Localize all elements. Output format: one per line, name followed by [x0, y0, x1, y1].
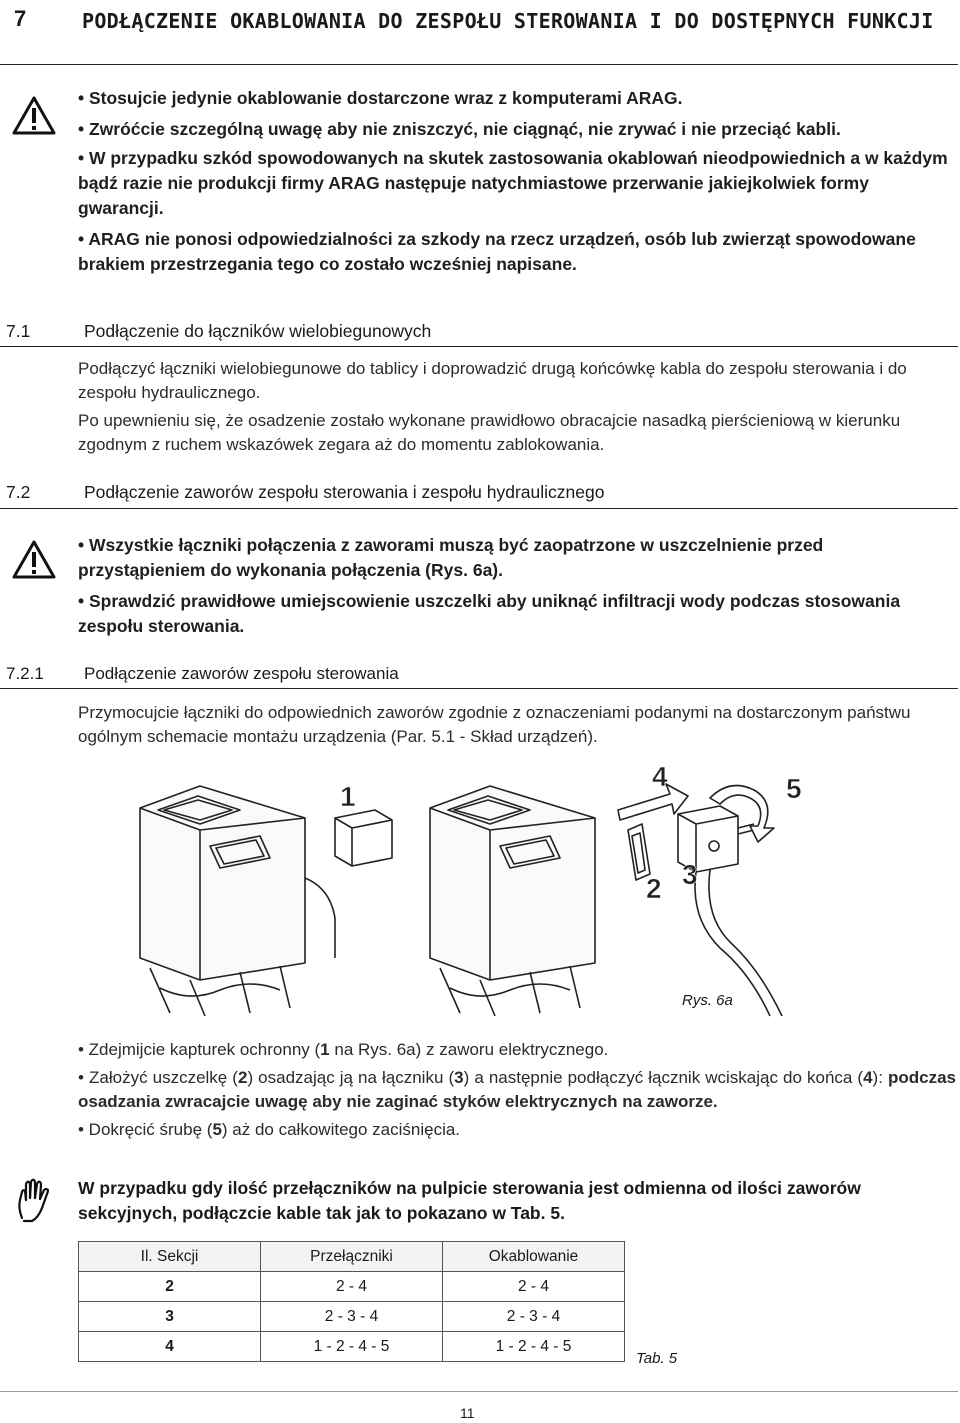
- step-item: • Założyć uszczelkę (2) osadzając ją na łączniku (3) a następnie podłączyć łącznik wciskając do końca (4): podczas osadzania zwracajcie uwagę aby nie zaginać styków elektrycznych na zaworze.: [78, 1068, 957, 1111]
- table-cell: 4: [79, 1332, 261, 1362]
- paragraph: Przymocujcie łączniki do odpowiednich zaworów zgodnie z oznaczeniami podanymi na dostarczonym państwu ogólnym schemacie montażu urządzenia (Par. 5.1 - Skład urządzeń).: [78, 703, 911, 746]
- table-cell: 2 - 4: [261, 1272, 443, 1302]
- subsection-number: 7.2.1: [6, 664, 44, 683]
- warning-list-1: [78, 86, 948, 283]
- step-item: • Dokręcić śrubę (5) aż do całkowitego zaciśnięcia.: [78, 1120, 461, 1139]
- table-cell: 1 - 2 - 4 - 5: [261, 1332, 443, 1362]
- callout-5: 5: [786, 773, 802, 804]
- section-number: 7.1: [6, 321, 31, 341]
- table-header-cell: Il. Sekcji: [79, 1242, 261, 1272]
- table-row: [79, 1272, 625, 1302]
- paragraph: Podłączyć łączniki wielobiegunowe do tablicy i doprowadzić drugą końcówkę kabla do zespołu sterowania i do zespołu hydraulicznego.: [78, 359, 907, 402]
- section-721-body: [78, 701, 956, 749]
- warning-item: • Stosujcie jedynie okablowanie dostarczone wraz z komputerami ARAG.: [78, 88, 683, 108]
- table-cell: 2 - 3 - 4: [443, 1302, 625, 1332]
- section-rule: [0, 508, 958, 509]
- section-71-body: [78, 357, 956, 457]
- hand-note-icon: [14, 1178, 56, 1224]
- callout-3: 3: [682, 859, 698, 890]
- note-text: W przypadku gdy ilość przełączników na pulpicie sterowania jest odmienna od ilości zaworów sekcyjnych, podłączcie kable tak jak to pokazano w Tab. 5.: [78, 1178, 861, 1223]
- footer-rule: [0, 1391, 958, 1392]
- warning-item: • Zwróćcie szczególną uwagę aby nie zniszczyć, nie ciągnąć, nie zrywać i nie przeciąć kabli.: [78, 119, 841, 139]
- chapter-rule: [0, 64, 958, 65]
- section-title: Podłączenie do łączników wielobiegunowych: [84, 321, 432, 341]
- table-caption: Tab. 5: [636, 1350, 678, 1367]
- table-row: [79, 1302, 625, 1332]
- callout-1: 1: [340, 781, 356, 812]
- valve-connection-illustration: [130, 758, 830, 1020]
- callout-2: 2: [646, 873, 662, 904]
- warning-triangle-icon: [12, 540, 56, 580]
- steps-list: [78, 1038, 956, 1146]
- paragraph: Po upewnieniu się, że osadzenie zostało wykonane prawidłowo obracajcie nasadką pierścieniową w kierunku zgodnym z ruchem wskazówek zegara aż do momentu zablokowania.: [78, 411, 901, 454]
- table-cell: 2 - 3 - 4: [261, 1302, 443, 1332]
- warning-item: • Sprawdzić prawidłowe umiejscowienie uszczelki aby uniknąć infiltracji wody podczas stosowania zespołu sterowania.: [78, 591, 901, 636]
- warning-item: • Wszystkie łączniki połączenia z zaworami muszą być zaopatrzone w uszczelnienie przed przystąpieniem do wykonania połączenia (Rys. 6a).: [78, 535, 824, 580]
- chapter-number: 7: [14, 6, 27, 31]
- table-header-cell: Okablowanie: [443, 1242, 625, 1272]
- warning-item: • ARAG nie ponosi odpowiedzialności za szkody na rzecz urządzeń, osób lub zwierząt spowodowane brakiem przestrzegania tego co zostało wcześniej napisane.: [78, 229, 916, 274]
- section-rule: [0, 346, 958, 347]
- subsection-rule: [0, 688, 958, 689]
- warning-item: • W przypadku szkód spowodowanych na skutek zastosowania okablowań nieodpowiednich a w każdym bądź razie nie produkcji firmy ARAG następuje natychmiastowe przerwanie jakiejkolwiek formy gwarancji.: [78, 148, 948, 218]
- table-cell: 1 - 2 - 4 - 5: [443, 1332, 625, 1362]
- wiring-table: [78, 1241, 625, 1362]
- table-header-cell: Przełączniki: [261, 1242, 443, 1272]
- section-number: 7.2: [6, 482, 31, 502]
- table-row: [79, 1332, 625, 1362]
- warning-triangle-icon: [12, 96, 56, 136]
- table-cell: 2 - 4: [443, 1272, 625, 1302]
- callout-4: 4: [652, 761, 668, 792]
- table-cell: 3: [79, 1302, 261, 1332]
- table-header-row: [79, 1242, 625, 1272]
- chapter-title: PODŁĄCZENIE OKABLOWANIA DO ZESPOŁU STEROWANIA I DO DOSTĘPNYCH FUNKCJI: [82, 9, 934, 33]
- page-number: 11: [460, 1405, 475, 1421]
- table-cell: 2: [79, 1272, 261, 1302]
- step-item: • Zdejmijcie kapturek ochronny (1 na Rys. 6a) z zaworu elektrycznego.: [78, 1040, 609, 1059]
- figure-caption: Rys. 6a: [682, 992, 733, 1009]
- subsection-title: Podłączenie zaworów zespołu sterowania: [84, 664, 399, 683]
- warning-list-2: [78, 533, 948, 645]
- section-title: Podłączenie zaworów zespołu sterowania i zespołu hydraulicznego: [84, 482, 605, 502]
